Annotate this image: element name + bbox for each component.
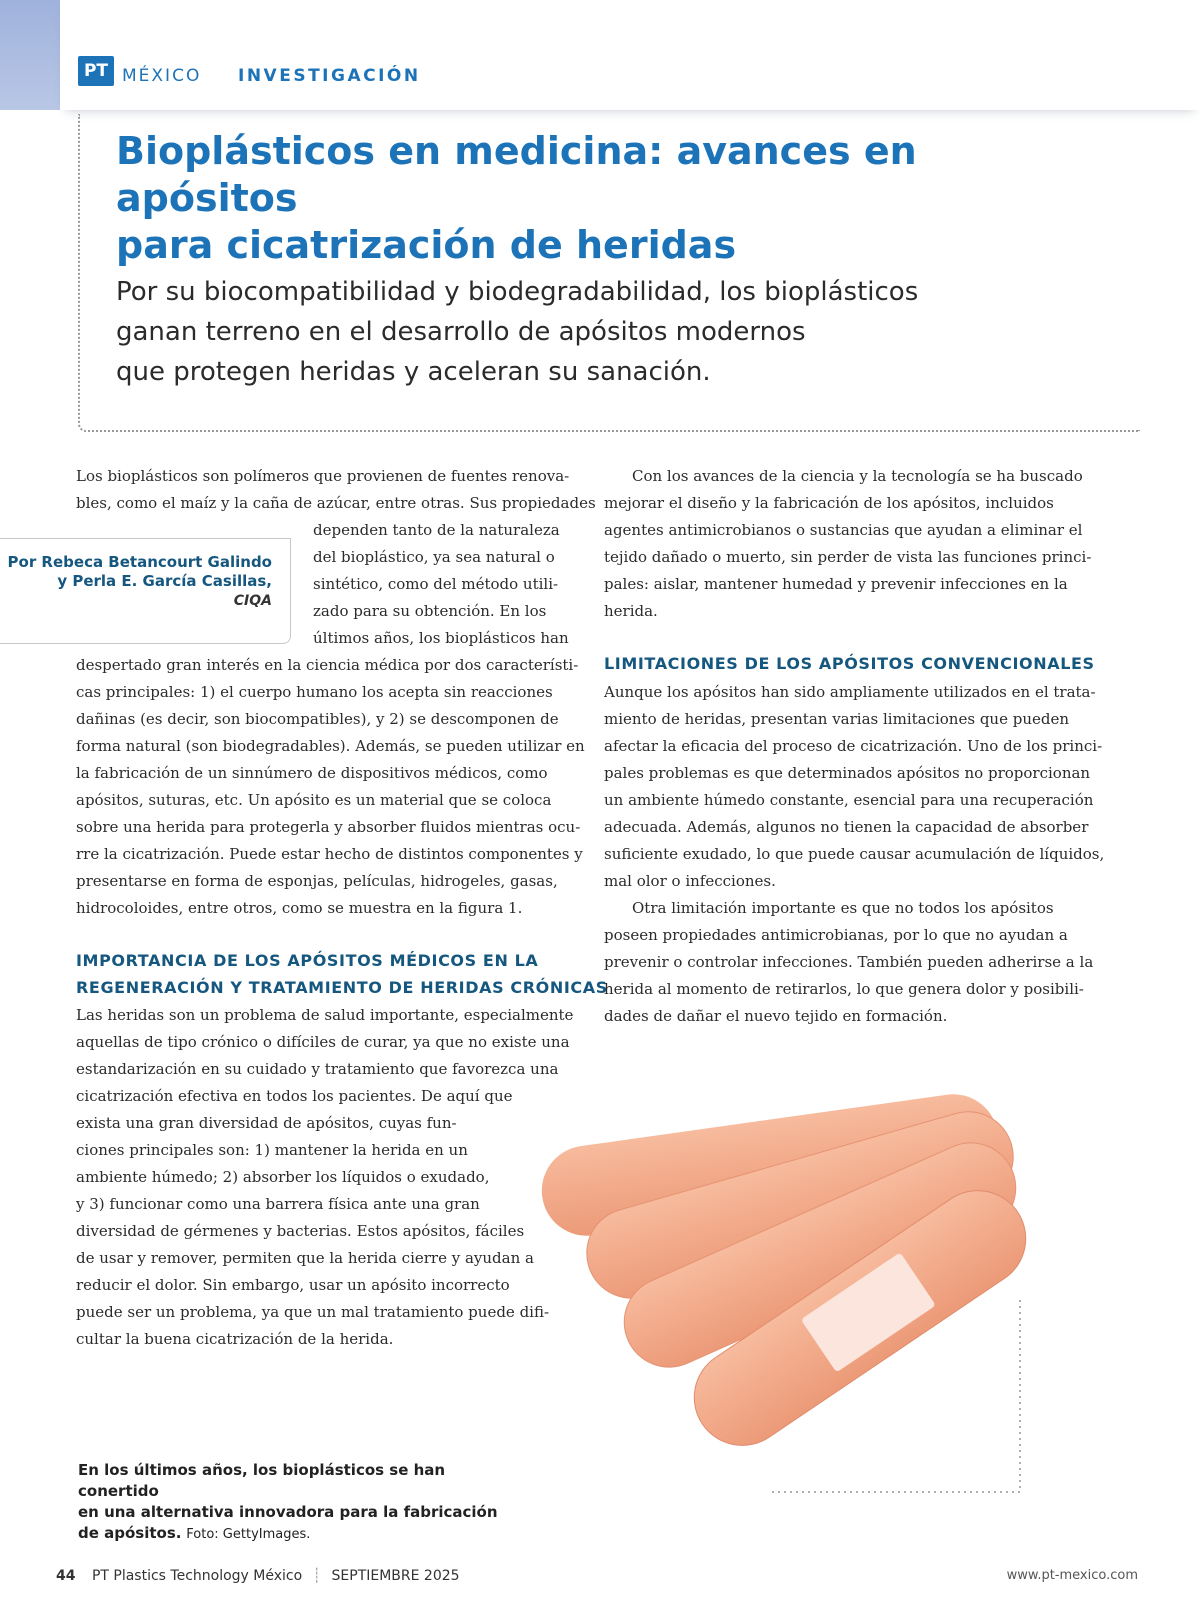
byline-box xyxy=(0,538,291,644)
body-text-line: dades de dañar el nuevo tejido en formación. xyxy=(604,1007,948,1025)
body-text-line: afectar la eficacia del proceso de cicatrización. Uno de los princi- xyxy=(604,737,1103,755)
body-text-line: poseen propiedades antimicrobianas, por lo que no ayudan a xyxy=(604,926,1068,944)
body-text-line: ambiente húmedo; 2) absorber los líquidos o exudado, xyxy=(76,1168,490,1186)
section-heading-line: IMPORTANCIA DE LOS APÓSITOS MÉDICOS EN LA xyxy=(76,951,539,970)
body-text-line: reducir el dolor. Sin embargo, usar un apósito incorrecto xyxy=(76,1276,510,1294)
page-number: 44 xyxy=(56,1568,76,1584)
footer-separator: ┊ xyxy=(312,1568,322,1584)
photo-caption xyxy=(78,1460,508,1545)
body-text-line: Las heridas son un problema de salud importante, especialmente xyxy=(76,1006,574,1024)
body-text-line: mal olor o infecciones. xyxy=(604,872,776,890)
caption-text: en una alternativa innovadora para la fabricación xyxy=(78,1503,498,1521)
body-text-line: herida al momento de retirarlos, lo que genera dolor y posibili- xyxy=(604,980,1084,998)
body-text-line: forma natural (son biodegradables). Además, se pueden utilizar en xyxy=(76,737,585,755)
body-text-line: Otra limitación importante es que no todos los apósitos xyxy=(632,899,1054,917)
body-text-line: zado para su obtención. En los xyxy=(313,602,547,620)
title-line: para cicatrización de heridas xyxy=(116,223,737,267)
issue-date: SEPTIEMBRE 2025 xyxy=(331,1568,460,1584)
bandages-illustration xyxy=(520,1080,1040,1500)
publication-name: PT Plastics Technology México xyxy=(91,1568,303,1584)
body-text-line: miento de heridas, presentan varias limitaciones que pueden xyxy=(604,710,1069,728)
footer-url: www.pt-mexico.com xyxy=(1006,1568,1138,1583)
body-text-line: rre la cicatrización. Puede estar hecho de distintos componentes y xyxy=(76,845,583,863)
body-text-line: puede ser un problema, ya que un mal tratamiento puede difi- xyxy=(76,1303,550,1321)
byline xyxy=(8,553,272,611)
body-text-line: dañinas (es decir, son biocompatibles), y 2) se descomponen de xyxy=(76,710,559,728)
body-text-line: últimos años, los bioplásticos han xyxy=(313,629,569,647)
article-subtitle xyxy=(116,272,1016,392)
body-text-line: prevenir o controlar infecciones. También pueden adherirse a la xyxy=(604,953,1094,971)
body-text-line: agentes antimicrobianos o sustancias que ayudan a eliminar el xyxy=(604,521,1083,539)
article-title xyxy=(116,128,1076,269)
body-text-line: pales problemas es que determinados apósitos no proporcionan xyxy=(604,764,1091,782)
body-text-line: un ambiente húmedo constante, esencial para una recuperación xyxy=(604,791,1094,809)
byline-authors: y Perla E. García Casillas, xyxy=(57,572,272,590)
pt-logo: PT xyxy=(78,56,114,86)
subtitle-line: que protegen heridas y aceleran su sanación. xyxy=(116,357,711,387)
body-text-line: herida. xyxy=(604,602,658,620)
byline-authors: Por Rebeca Betancourt Galindo xyxy=(7,553,272,571)
caption-text: En los últimos años, los bioplásticos se han conertido xyxy=(78,1461,446,1500)
body-text-line: sobre una herida para protegerla y absorber fluidos mientras ocu- xyxy=(76,818,581,836)
body-text-line: presentarse en forma de esponjas, películas, hidrogeles, gasas, xyxy=(76,872,558,890)
right-section-heading: LIMITACIONES DE LOS APÓSITOS CONVENCIONALES xyxy=(604,654,1095,673)
section-label: INVESTIGACIÓN xyxy=(238,66,421,86)
corner-tab xyxy=(0,0,60,110)
body-text-line: sintético, como del método utili- xyxy=(313,575,559,593)
header-band xyxy=(60,0,1200,110)
body-text-line: bles, como el maíz y la caña de azúcar, entre otras. Sus propiedades xyxy=(76,494,596,512)
body-text-line: suficiente exudado, lo que puede causar acumulación de líquidos, xyxy=(604,845,1105,863)
body-text-line: Aunque los apósitos han sido ampliamente utilizados en el trata- xyxy=(604,683,1096,701)
body-text-line: de usar y remover, permiten que la herida cierre y ayudan a xyxy=(76,1249,534,1267)
body-text-line: cultar la buena cicatrización de la herida. xyxy=(76,1330,394,1348)
body-text-line: diversidad de gérmenes y bacterias. Estos apósitos, fáciles xyxy=(76,1222,525,1240)
body-text-line: ciones principales son: 1) mantener la herida en un xyxy=(76,1141,468,1159)
body-text-line: tejido dañado o muerto, sin perder de vista las funciones princi- xyxy=(604,548,1092,566)
body-text-line: Con los avances de la ciencia y la tecnología se ha buscado xyxy=(632,467,1083,485)
body-text-line: y 3) funcionar como una barrera física ante una gran xyxy=(76,1195,480,1213)
footer xyxy=(56,1568,460,1584)
body-text-line: pales: aislar, mantener humedad y prevenir infecciones en la xyxy=(604,575,1068,593)
subtitle-line: ganan terreno en el desarrollo de apósitos modernos xyxy=(116,317,806,347)
caption-credit: Foto: GettyImages. xyxy=(186,1527,311,1542)
body-text-line: dependen tanto de la naturaleza xyxy=(313,521,560,539)
body-text-line: adecuada. Además, algunos no tienen la capacidad de absorber xyxy=(604,818,1089,836)
body-text-line: hidrocoloides, entre otros, como se muestra en la figura 1. xyxy=(76,899,523,917)
body-text-line: la fabricación de un sinnúmero de dispositivos médicos, como xyxy=(76,764,548,782)
body-text-line: exista una gran diversidad de apósitos, cuyas fun- xyxy=(76,1114,457,1132)
body-text-line: apósitos, suturas, etc. Un apósito es un material que se coloca xyxy=(76,791,552,809)
logo-country: MÉXICO xyxy=(122,66,202,86)
caption-text: de apósitos. xyxy=(78,1524,182,1542)
body-text-line: del bioplástico, ya sea natural o xyxy=(313,548,555,566)
section-heading-line: REGENERACIÓN Y TRATAMIENTO DE HERIDAS CRÓNICAS xyxy=(76,978,608,997)
body-text-line: cicatrización efectiva en todos los pacientes. De aquí que xyxy=(76,1087,513,1105)
byline-org: CIQA xyxy=(233,593,272,609)
body-text-line: Los bioplásticos son polímeros que provienen de fuentes renova- xyxy=(76,467,570,485)
body-text-line: estandarización en su cuidado y tratamiento que favorezca una xyxy=(76,1060,559,1078)
title-line: Bioplásticos en medicina: avances en apósitos xyxy=(116,129,917,220)
body-text-line: mejorar el diseño y la fabricación de los apósitos, incluidos xyxy=(604,494,1054,512)
body-text-line: aquellas de tipo crónico o difíciles de curar, ya que no existe una xyxy=(76,1033,570,1051)
body-text-line: despertado gran interés en la ciencia médica por dos característi- xyxy=(76,656,579,674)
subtitle-line: Por su biocompatibilidad y biodegradabilidad, los bioplásticos xyxy=(116,277,919,307)
body-text-line: cas principales: 1) el cuerpo humano los acepta sin reacciones xyxy=(76,683,553,701)
bandages-photo xyxy=(520,1080,1040,1500)
